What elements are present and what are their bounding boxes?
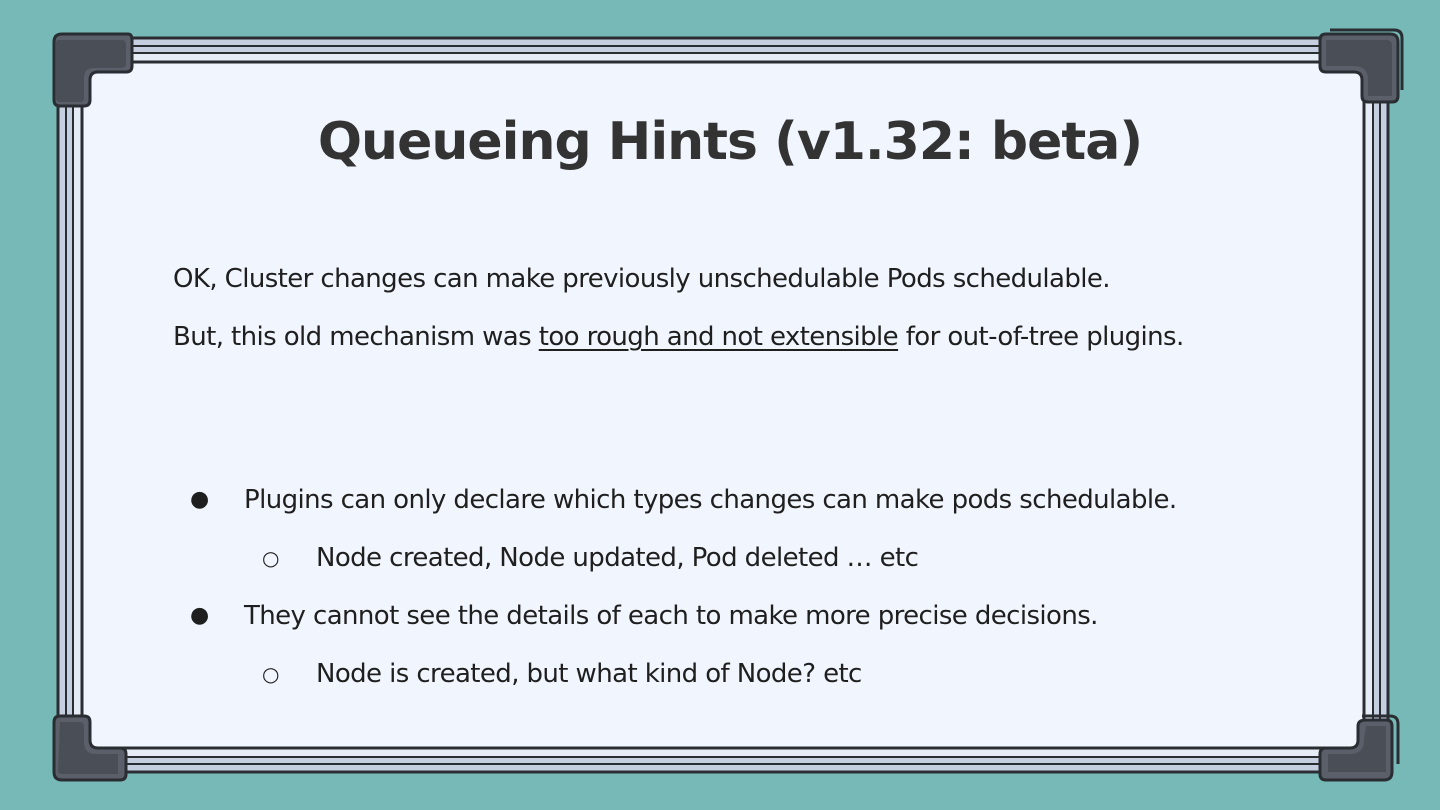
sub-bullet-text: Node is created, but what kind of Node? etc <box>316 659 862 689</box>
list-item <box>0 598 1300 656</box>
bullet-circle-icon: ○ <box>262 546 279 570</box>
intro-line-1: OK, Cluster changes can make previously unschedulable Pods schedulable. <box>173 264 1110 294</box>
bullet-dot-icon: ● <box>190 603 209 628</box>
sub-list-item <box>0 540 1300 598</box>
sub-bullet-text: Node created, Node updated, Pod deleted … etc <box>316 543 919 573</box>
bullet-dot-icon: ● <box>190 487 209 512</box>
intro-text <box>173 262 1293 378</box>
intro-line-2 <box>173 320 1293 378</box>
bullet-circle-icon: ○ <box>262 662 279 686</box>
slide-title: Queueing Hints (v1.32: beta) <box>317 112 1143 172</box>
sub-list-item <box>0 656 1300 714</box>
list-item <box>0 482 1300 540</box>
intro-line-2-underlined: too rough and not extensible <box>538 322 899 352</box>
bullet-text: Plugins can only declare which types changes can make pods schedulable. <box>244 485 1177 515</box>
bullet-text: They cannot see the details of each to make more precise decisions. <box>244 601 1098 631</box>
bullet-list <box>0 482 1300 714</box>
intro-line-2-before: But, this old mechanism was <box>173 322 539 352</box>
intro-line-2-after: for out-of-tree plugins. <box>898 322 1184 352</box>
